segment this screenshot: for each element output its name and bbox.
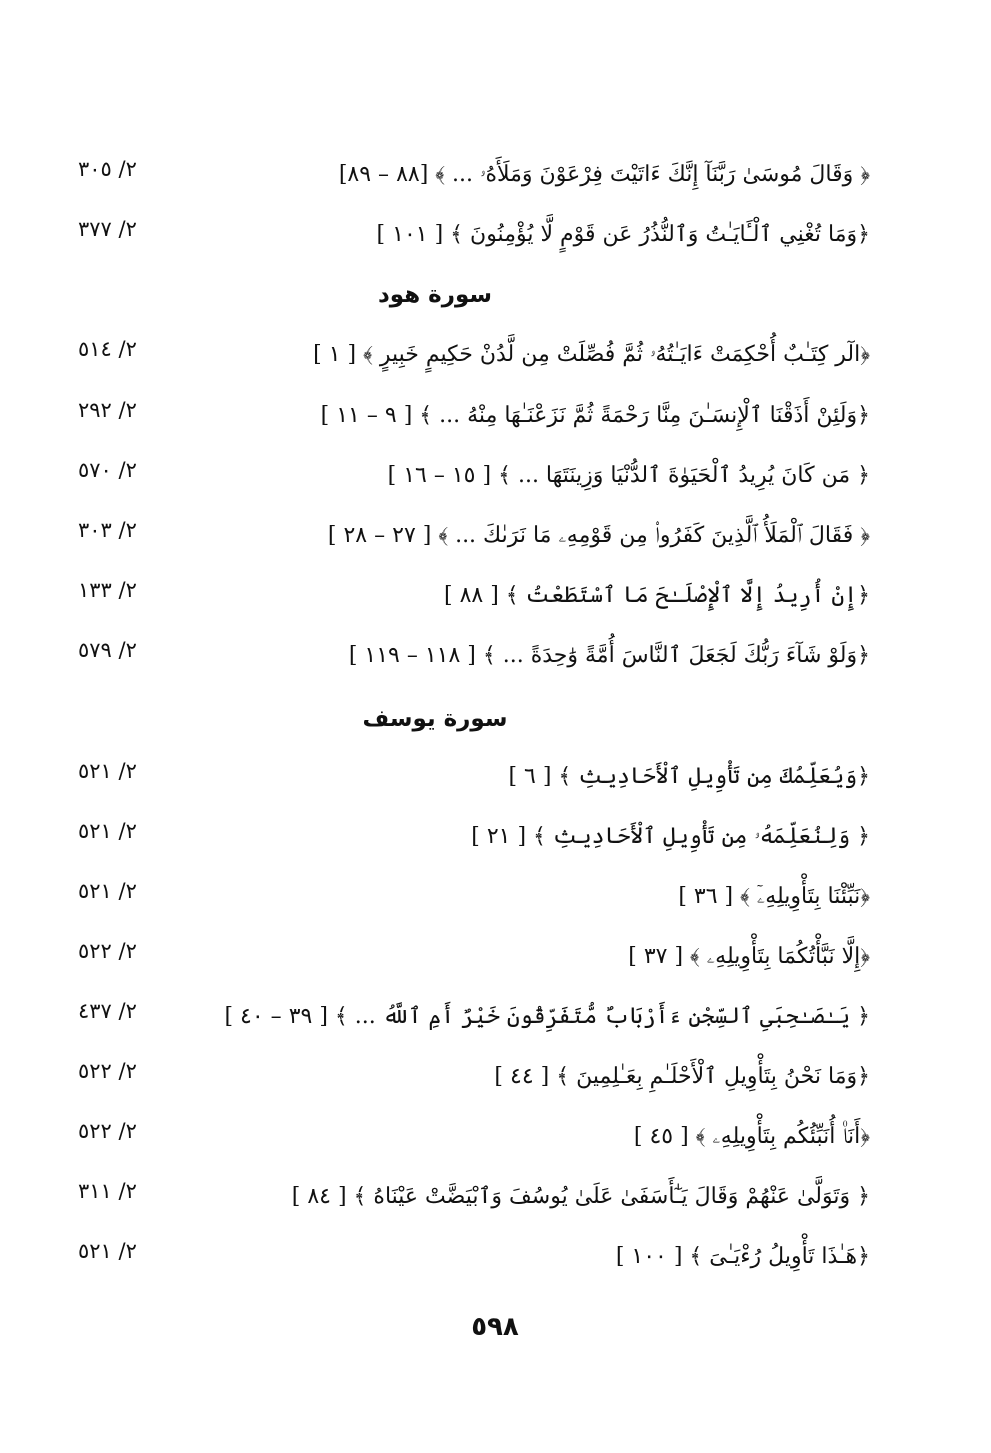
reference: ٢/ ٥٢١ (78, 819, 137, 843)
index-entry (60, 1056, 870, 1106)
verse-text: ﴿إِلَّا نَبَّأْتُكُمَا بِتَأْوِيلِهِۦ ﴾ [ ٣٧ ] (628, 944, 870, 969)
index-entry (60, 575, 870, 625)
reference: ٢/ ١٣٣ (78, 578, 137, 602)
verse-text: ﴿إِنْ أُرِيدُ إِلَّا ٱلْإِصْلَـٰحَ مَا ٱسْتَطَعْتُ ﴾ [ ٨٨ ] (443, 583, 870, 608)
reference: ٢/ ٣٧٧ (78, 217, 137, 241)
verse-text: ﴿وَلَئِنْ أَذَقْنَا ٱلْإِنسَـٰنَ مِنَّا رَحْمَةً ثُمَّ نَزَعْنَـٰهَا مِنْهُ ... ﴾ [ ٩ – ١١ ] (320, 403, 870, 428)
reference: ٢/ ٥٢١ (78, 879, 137, 903)
surah-heading: سورة هود (377, 282, 493, 308)
reference: ٢/ ٥٧٠ (78, 458, 137, 482)
verse-text: ﴿ مَن كَانَ يُرِيدُ ٱلْحَيَوٰةَ ٱلدُّنْيَا وَزِينَتَهَا ... ﴾ [ ١٥ – ١٦ ] (387, 463, 870, 488)
reference: ٢/ ٥٢١ (78, 759, 137, 783)
verse-text: ﴿وَيُعَلِّمُكَ مِن تَأْوِيلِ ٱلْأَحَادِيثِ ﴾ [ ٦ ] (508, 764, 870, 789)
verse-text: ﴿ وَتَوَلَّىٰ عَنْهُمْ وَقَالَ يَـٰٓأَسَفَىٰ عَلَىٰ يُوسُفَ وَٱبْيَضَّتْ عَيْنَاهُ ﴾ [ ٨٤ ] (291, 1184, 870, 1209)
verse-text: ﴿ يَـٰصَـٰحِبَىِ ٱلسِّجْنِ ءَأَرْبَابٌ مُّتَفَرِّقُونَ خَيْرٌ أَمِ ٱللَّهُ ... ﴾ [ ٣٩ – ٤٠ ] (224, 1004, 870, 1029)
index-entry (60, 515, 870, 565)
verse-text: ﴿وَمَا تُغْنِي ٱلْـَٔايَـٰتُ وَٱلنُّذُرُ عَن قَوْمٍ لَّا يُؤْمِنُونَ ﴾ [ ١٠١ ] (376, 222, 870, 247)
index-entry (60, 1116, 870, 1166)
index-entry (60, 816, 870, 866)
reference: ٢/ ٥٢١ (78, 1239, 137, 1263)
verse-text: ﴿ فَقَالَ ٱلْمَلَأُ ٱلَّذِينَ كَفَرُوا۟ مِن قَوْمِهِۦ مَا نَرَىٰكَ ... ﴾ [ ٢٧ – ٢٨ ] (327, 523, 870, 548)
index-entry (60, 876, 870, 926)
index-entry (60, 635, 870, 685)
index-entry (60, 936, 870, 986)
index-entry (60, 756, 870, 806)
reference: ٢/ ٣١١ (78, 1179, 137, 1203)
reference: ٢/ ٢٩٢ (78, 398, 137, 422)
verse-text: ﴿نَبِّئْنَا بِتَأْوِيلِهِۦٓ ﴾ [ ٣٦ ] (678, 884, 870, 909)
reference: ٢/ ٣٠٥ (78, 157, 137, 181)
reference: ٢/ ٥٧٩ (78, 638, 137, 662)
reference: ٢/ ٥٢٢ (78, 1059, 137, 1083)
surah-heading: سورة يوسف (362, 706, 508, 732)
page-number: ٥٩٨ (471, 1312, 519, 1342)
index-entry (60, 334, 870, 384)
index-entry (60, 1236, 870, 1286)
index-entry (60, 395, 870, 445)
verse-text: ﴿ وَقَالَ مُوسَىٰ رَبَّنَآ إِنَّكَ ءَاتَيْتَ فِرْعَوْنَ وَمَلَأَهُۥ ... ﴾ [٨٨ – ٨٩] (338, 162, 870, 187)
verse-text: ﴿هَـٰذَا تَأْوِيلُ رُءْيَـٰىَ ﴾ [ ١٠٠ ] (615, 1244, 870, 1269)
reference: ٢/ ٣٠٣ (78, 518, 137, 542)
verse-text: ﴿وَمَا نَحْنُ بِتَأْوِيلِ ٱلْأَحْلَـٰمِ بِعَـٰلِمِينَ ﴾ [ ٤٤ ] (494, 1064, 870, 1089)
reference: ٢/ ٥١٤ (78, 337, 137, 361)
index-entry (60, 1176, 870, 1226)
verse-text: ﴿أَنَا۠ أُنَبِّئُكُم بِتَأْوِيلِهِۦ ﴾ [ ٤٥ ] (633, 1124, 870, 1149)
verse-text: ﴿ وَلِنُعَلِّمَهُۥ مِن تَأْوِيلِ ٱلْأَحَادِيثِ ﴾ [ ٢١ ] (471, 824, 870, 849)
index-entry (60, 154, 870, 204)
reference: ٢/ ٤٣٧ (78, 999, 137, 1023)
verse-text: ﴿الٓر كِتَـٰبٌ أُحْكِمَتْ ءَايَـٰتُهُۥ ثُمَّ فُصِّلَتْ مِن لَّدُنْ حَكِيمٍ خَبِيرٍ ﴾ [ ١ ] (313, 342, 870, 367)
index-entry (60, 455, 870, 505)
index-entry (60, 996, 870, 1046)
index-entry (60, 214, 870, 264)
reference: ٢/ ٥٢٢ (78, 1119, 137, 1143)
verse-text: ﴿وَلَوْ شَآءَ رَبُّكَ لَجَعَلَ ٱلنَّاسَ أُمَّةً وَٰحِدَةً ... ﴾ [ ١١٨ – ١١٩ ] (348, 643, 870, 668)
reference: ٢/ ٥٢٢ (78, 939, 137, 963)
